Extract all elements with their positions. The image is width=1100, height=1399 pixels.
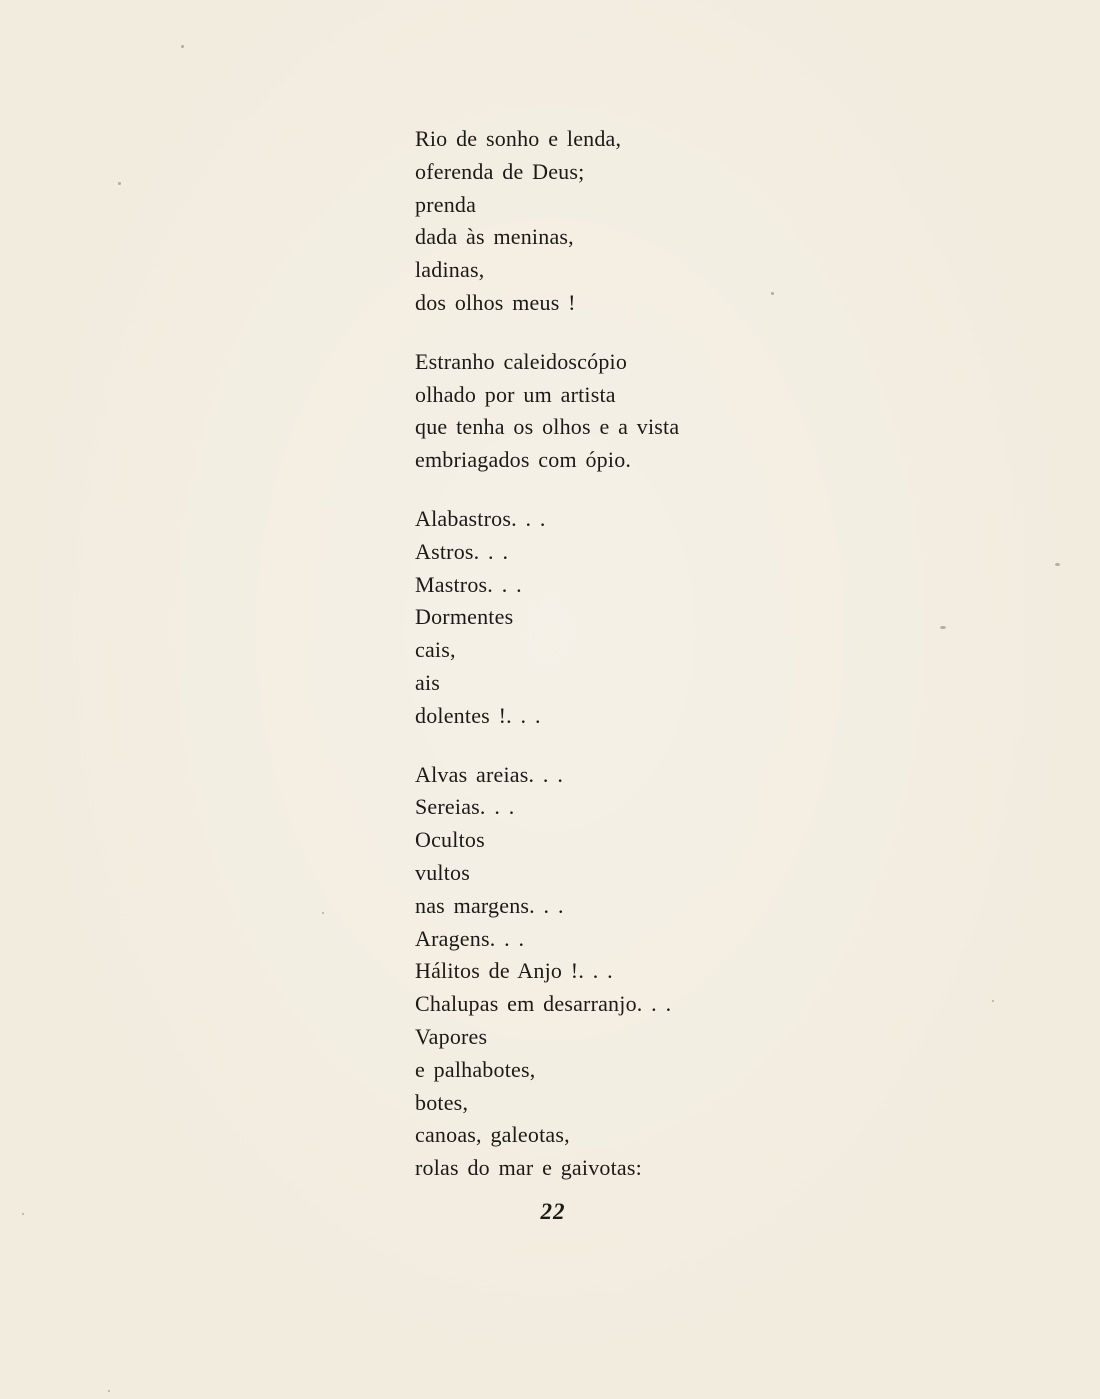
verse-line: que tenha os olhos e a vista — [415, 414, 680, 440]
verse-line: dos olhos meus ! — [415, 289, 576, 315]
paper-speck — [181, 45, 184, 48]
paper-speck — [118, 182, 121, 185]
verse-line: Alabastros. . . — [415, 505, 546, 531]
verse-line: botes, — [415, 1089, 469, 1115]
verse-line: cais, — [415, 637, 456, 663]
verse-line: Chalupas em desarranjo. . . — [415, 991, 672, 1017]
verse-line: e palhabotes, — [415, 1056, 536, 1082]
paper-speck — [940, 626, 946, 629]
verse-line: rolas do mar e gaivotas: — [415, 1155, 642, 1181]
verse-line: Vapores — [415, 1023, 488, 1049]
verse-line: ais — [415, 669, 441, 695]
verse-line: prenda — [415, 191, 477, 217]
paper-speck — [322, 912, 324, 914]
paper-speck — [771, 292, 774, 295]
stanza-4 — [415, 759, 815, 1185]
verse-line: Sereias. . . — [415, 794, 515, 820]
stanza-2 — [415, 346, 815, 477]
stanza-1 — [415, 123, 815, 320]
verse-line: Astros. . . — [415, 538, 509, 564]
poem — [415, 123, 815, 1211]
paper-speck — [1055, 563, 1060, 566]
verse-line: Ocultos — [415, 827, 485, 853]
verse-line: Aragens. . . — [415, 925, 525, 951]
verse-line: Mastros. . . — [415, 571, 522, 597]
verse-line: ladinas, — [415, 257, 485, 283]
stanza-3 — [415, 503, 815, 733]
verse-line: dolentes !. . . — [415, 702, 541, 728]
verse-line: vultos — [415, 859, 470, 885]
paper-speck — [992, 1000, 994, 1002]
verse-line: olhado por um artista — [415, 381, 616, 407]
verse-line: canoas, galeotas, — [415, 1122, 570, 1148]
verse-line: Alvas areias. . . — [415, 761, 564, 787]
verse-line: Dormentes — [415, 604, 514, 630]
page-number: 22 — [540, 1199, 566, 1224]
verse-line: dada às meninas, — [415, 224, 574, 250]
verse-line: Estranho caleidoscópio — [415, 348, 628, 374]
verse-line: Rio de sonho e lenda, — [415, 126, 622, 151]
verse-line: Hálitos de Anjo !. . . — [415, 958, 613, 984]
verse-line: nas margens. . . — [415, 892, 564, 918]
paper-speck — [22, 1213, 24, 1215]
paper-speck — [108, 1390, 110, 1392]
verse-line: embriagados com ópio. — [415, 447, 632, 473]
verse-line: oferenda de Deus; — [415, 158, 585, 184]
